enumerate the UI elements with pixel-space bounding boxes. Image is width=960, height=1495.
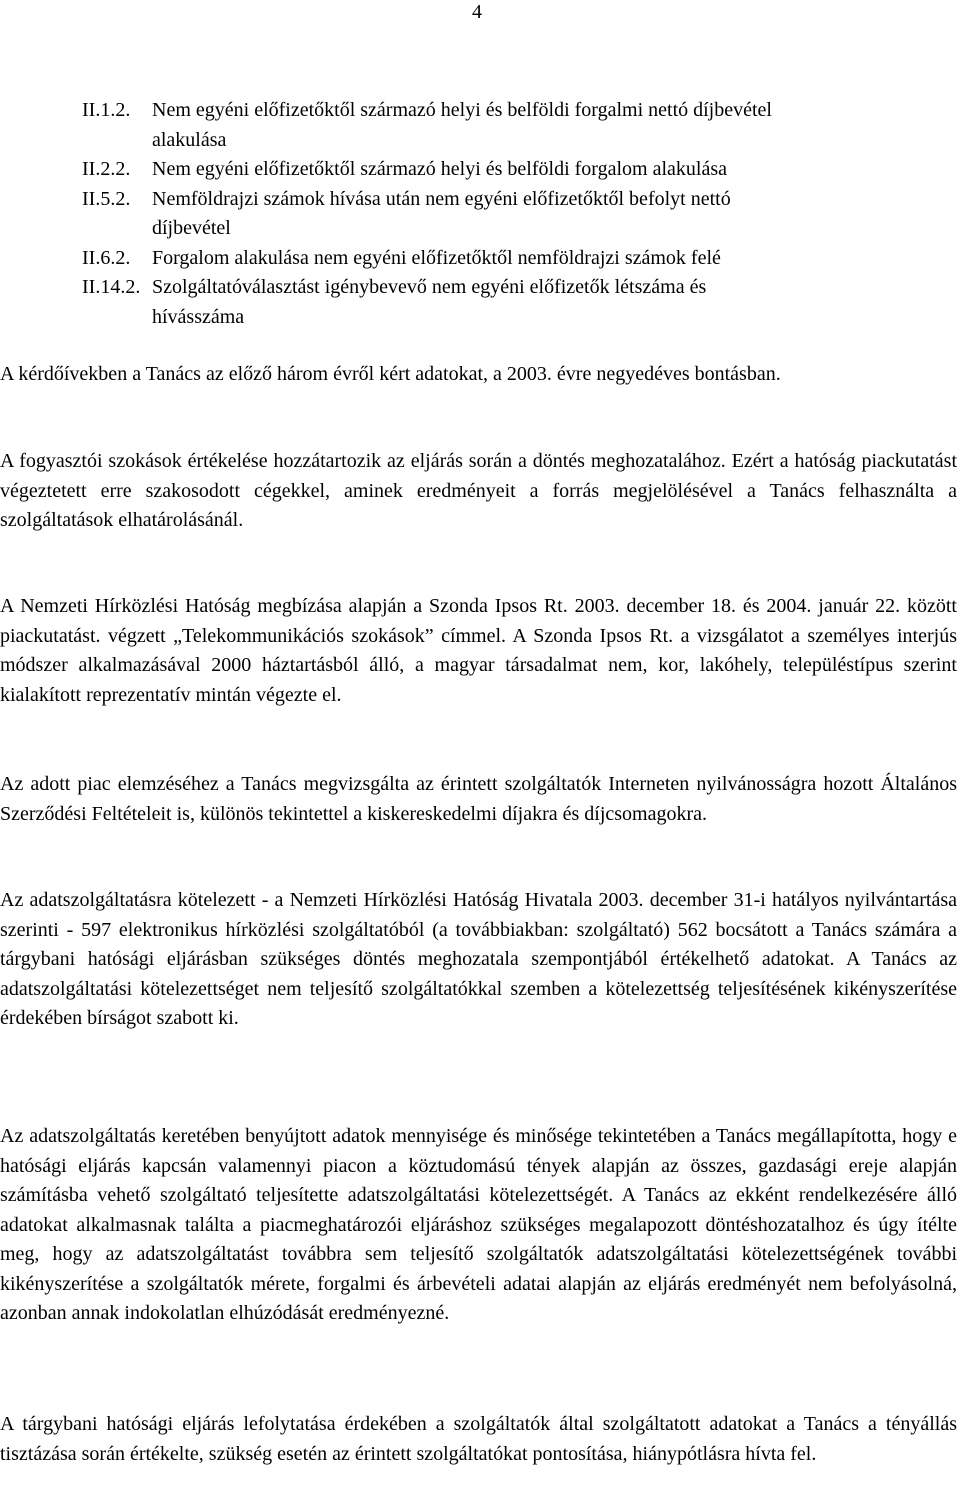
indicator-list (82, 96, 942, 332)
indicator-code: II.14.2. (82, 276, 141, 298)
page-number: 4 (472, 1, 482, 23)
paragraph-data-providers: Az adatszolgáltatásra kötelezett - a Nemzeti Hírközlési Hatóság Hivatala 2003. december 31-i hatályos nyilvántartása szerinti - 597 elektronikus hírközlési szolgáltatóból (a továbbiakban: szolgáltató) 562 bocsátott a Tanács számára a tárgybani hatósági eljárásban szükséges döntés meghozatala szempontjából értékelhető adatokat. A Tanács az adatszolgáltatási kötelezettséget nem teljesítő szolgáltatókkal szemben a kötelezettség teljesítésének kikényszerítése érdekében bírságot szabott ki. (0, 889, 957, 1029)
indicator-title-continuation: díjbevétel (152, 217, 231, 239)
indicator-code: II.6.2. (82, 246, 131, 269)
indicator-item (82, 244, 942, 274)
paragraph-market-research: A Nemzeti Hírközlési Hatóság megbízása alapján a Szonda Ipsos Rt. 2003. december 18. és 2004. január 22. között piackutatást. végzett „Telekommunikációs szokások” címmel. A Szonda Ipsos Rt. a vizsgálatot a személyes interjús módszer alkalmazásával 2000 háztartásból álló, a magyar társadalmat nem, kor, lakóhely, településtípus szerint kialakított reprezentatív mintán végezte el. (0, 595, 957, 706)
indicator-title: Nem egyéni előfizetőktől származó helyi és belföldi forgalom alakulása (152, 158, 727, 180)
indicator-title: Szolgáltatóválasztást igénybevevő nem egyéni előfizetők létszáma és (152, 276, 707, 298)
indicator-title-continuation: alakulása (152, 128, 227, 151)
indicator-title: Nem egyéni előfizetőktől származó helyi és belföldi forgalmi nettó díjbevétel (152, 99, 772, 121)
indicator-item (82, 185, 942, 244)
indicator-title-continuation: hívásszáma (152, 305, 245, 328)
indicator-item (82, 155, 942, 185)
indicator-code: II.1.2. (82, 99, 131, 121)
paragraph-clarification: A tárgybani hatósági eljárás lefolytatása érdekében a szolgáltatók által szolgáltatott adatokat a Tanács a tényállás tisztázása során értékelte, szükség esetén az érintett szolgáltatókat pontosítása, hiánypótlásra hívta fel. (0, 1413, 957, 1465)
indicator-code: II.2.2. (82, 158, 131, 180)
paragraph-questionnaires: A kérdőívekben a Tanács az előző három évről kért adatokat, a 2003. évre negyedéves bontásban. (0, 363, 781, 385)
indicator-code: II.5.2. (82, 187, 131, 210)
indicator-title: Nemföldrajzi számok hívása után nem egyéni előfizetőktől befolyt nettó (152, 187, 731, 210)
indicator-title: Forgalom alakulása nem egyéni előfizetőktől nemföldrajzi számok felé (152, 246, 721, 269)
paragraph-consumer-habits: A fogyasztói szokások értékelése hozzátartozik az eljárás során a döntés meghozatalához. Ezért a hatóság piackutatást végeztetett erre szakosodott cégekkel, aminek eredményeit a forrás megjelölésével a Tanács felhasználta a szolgáltatások elhatárolásánál. (0, 450, 957, 531)
indicator-item (82, 273, 942, 332)
indicator-item (82, 96, 942, 155)
paragraph-data-quality: Az adatszolgáltatás keretében benyújtott adatok mennyisége és minősége tekintetében a Tanács megállapította, hogy e hatósági eljárás kapcsán valamennyi piacon a köztudomású tények alapján az összes, gazdasági ereje alapján számításba vehető szolgáltató teljesítette adatszolgáltatási kötelezettségét. A Tanács az ekként rendelkezésére álló adatokat alkalmasnak találta a piacmeghatározói eljáráshoz szükséges megalapozott döntéshozatalhoz és úgy ítélte meg, hogy az adatszolgáltatást továbbra sem teljesítő szolgáltatók adatszolgáltatási kötelezettségének további kikényszerítése a szolgáltatók mérete, forgalmi és árbevételi adatai alapján az eljárás eredményét nem befolyásolná, azonban annak indokolatlan elhúzódását eredményezné. (0, 1125, 957, 1324)
paragraph-general-terms: Az adott piac elemzéséhez a Tanács megvizsgálta az érintett szolgáltatók Interneten nyilvánosságra hozott Általános Szerződési Feltételeit is, különös tekintettel a kiskereskedelmi díjakra és díjcsomagokra. (0, 773, 957, 825)
